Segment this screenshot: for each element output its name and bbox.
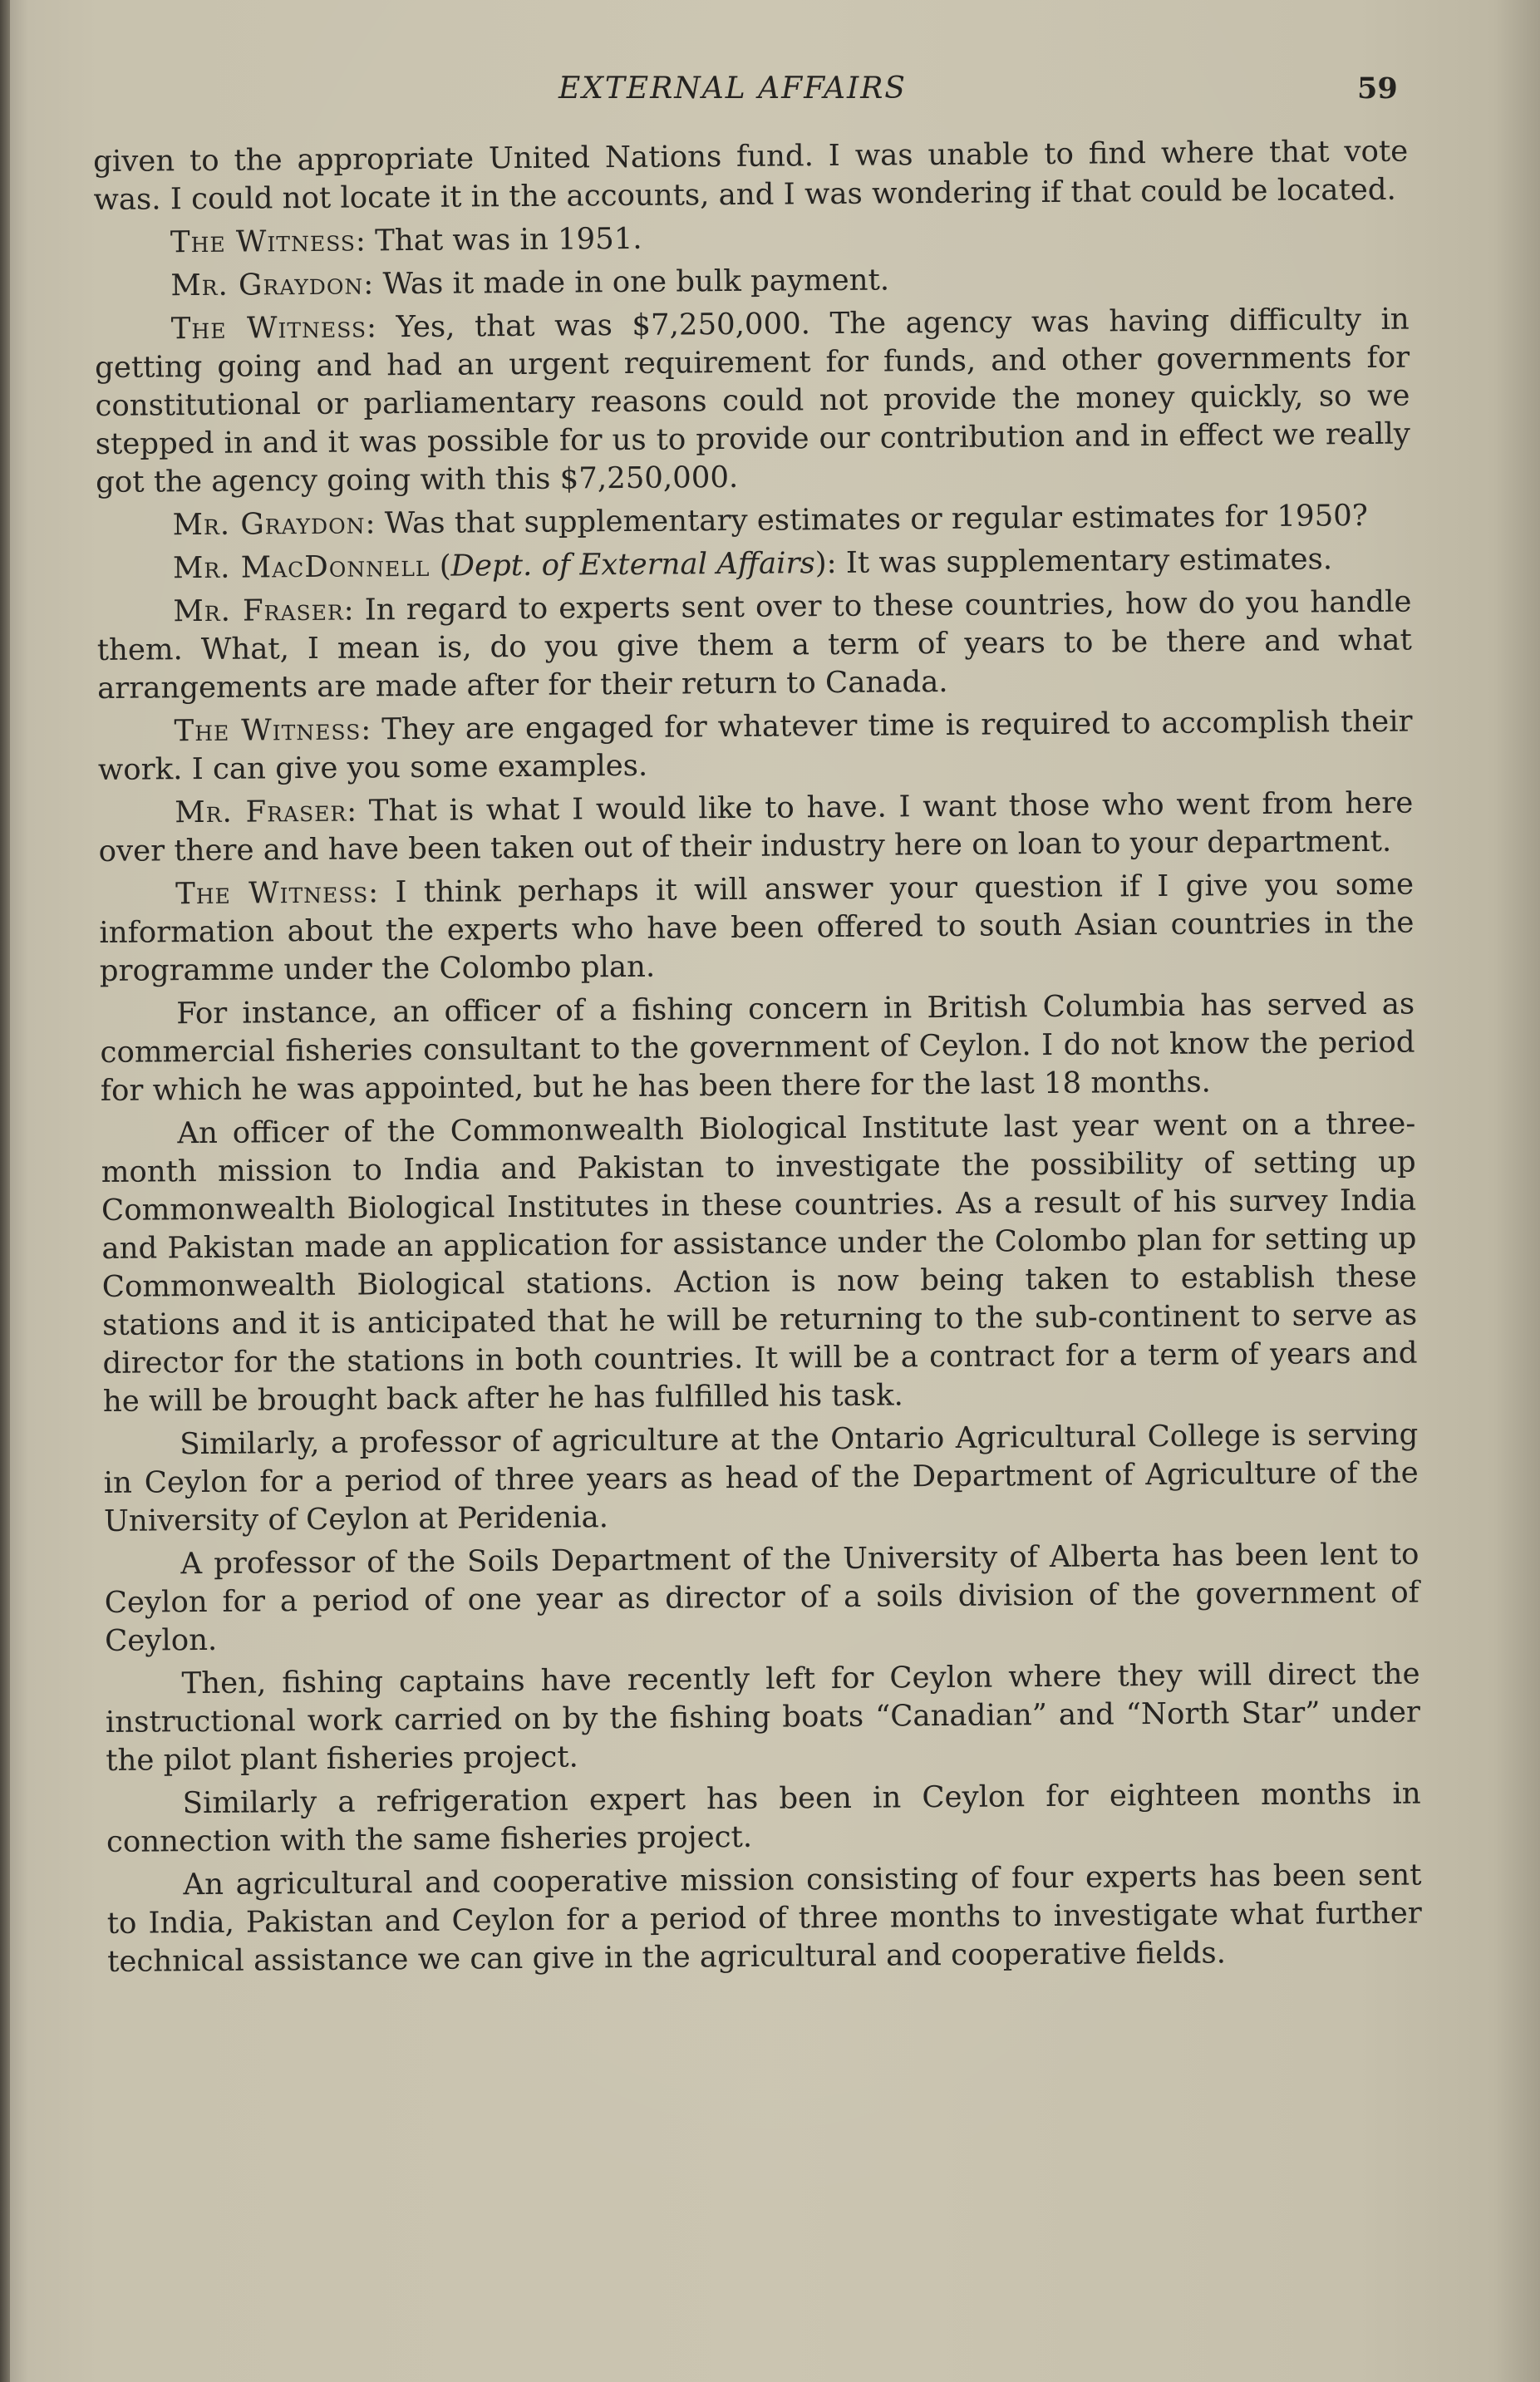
paragraph: For instance, an officer of a fishing concern in British Columbia has served as commercial fisheries consultant to the government of Ceylon. I do not know the period for which he was appointed, but he has been there for the last 18 months. — [100, 987, 1415, 1108]
paragraph: An officer of the Commonwealth Biological Institute last year went on a three-month mission to India and Pakistan to investigate the possibility of setting up Commonwealth Biological Institutes in these countries. As a result of his survey India and Pakistan made an application for assistance under the Colombo plan for setting up Commonwealth Biological stations. Action is now being taken to establish these stations and it is anticipated that he will be returning to the sub-continent to serve as director for the stations in both countries. It will be a contract for a term of years and he will be brought back after he has fulfilled his task. — [101, 1106, 1418, 1419]
paragraph: Mr. Fraser: In regard to experts sent over to these countries, how do you handle them. What, I mean is, do you give them a term of years to be there and what arrangements are made after for their return to Canada. — [96, 584, 1412, 706]
paragraph: The Witness: I think perhaps it will answer your question if I give you some information about the experts who have been offered to south Asian countries in the programme under the Colombo plan. — [99, 867, 1415, 988]
binding-edge — [0, 0, 10, 2382]
paragraph: Mr. Graydon: Was that supplementary estimates or regular estimates for 1950? — [172, 498, 1368, 543]
page-header — [0, 71, 1540, 113]
paragraph: given to the appropriate United Nations fund. I was unable to find where that vote was. I could not locate it in the accounts, and I was wondering if that could be located. — [93, 134, 1409, 217]
page-number: 59 — [1357, 71, 1398, 106]
speaker-name: The Witness — [175, 875, 369, 912]
paragraph: Then, fishing captains have recently left for Ceylon where they will direct the instructional work carried on by the fishing boats “Canadian” and “North Star” under the pilot plant fisheries project. — [105, 1656, 1421, 1778]
paragraph: An agricultural and cooperative mission consisting of four experts has been sent to India, Pakistan and Ceylon for a period of three months to investigate what further technical assistance we can give in the agricultural and cooperative fields. — [106, 1858, 1422, 1979]
paragraph: The Witness: That was in 1951. — [170, 221, 642, 260]
paragraph: Mr. MacDonnell (Dept. of External Affairs): It was supplementary estimates. — [172, 542, 1333, 586]
speaker-name: The Witness — [170, 224, 357, 260]
paragraph: A professor of the Soils Department of the University of Alberta has been lent to Ceylon for a period of one year as director of a soils division of the government of Ceylon. — [104, 1537, 1419, 1658]
paragraph: The Witness: They are engaged for whatever time is required to accomplish their work. I can give you some examples. — [97, 704, 1413, 787]
speaker-name: Mr. MacDonnell — [172, 549, 431, 586]
paragraph: Similarly a refrigeration expert has been in Ceylon for eighteen months in connection with the same fisheries project. — [106, 1776, 1421, 1859]
paragraph: The Witness: Yes, that was $7,250,000. The agency was having difficulty in getting going and had an urgent requirement for funds, and other governments for constitutional or parliamentary reasons could not provide the money quickly, so we stepped in and it was possible for us to provide our contribution and in effect we really got the agency going with this $7,250,000. — [94, 302, 1410, 500]
speaker-name: The Witness — [170, 310, 367, 347]
speaker-name: The Witness — [174, 712, 362, 749]
speaker-name: Mr. Graydon — [172, 506, 366, 543]
speaker-affiliation: Dept. of External Affairs — [450, 546, 815, 583]
speaker-name: Mr. Fraser — [173, 593, 344, 629]
speaker-name: Mr. Fraser — [175, 794, 347, 830]
running-title: EXTERNAL AFFAIRS — [558, 71, 907, 106]
speaker-name: Mr. Graydon — [170, 267, 364, 303]
paragraph: Mr. Graydon: Was it made in one bulk payment. — [170, 263, 890, 303]
paragraph: Mr. Fraser: That is what I would like to have. I want those who went from here over there and have been taken out of their industry here on loan to your department. — [98, 785, 1414, 869]
body-text — [93, 133, 1422, 1986]
paragraph: Similarly, a professor of agriculture at the Ontario Agricultural College is serving in Ceylon for a period of three years as head of the Department of Agriculture of the University of Ceylon at Peridenia. — [103, 1417, 1419, 1538]
